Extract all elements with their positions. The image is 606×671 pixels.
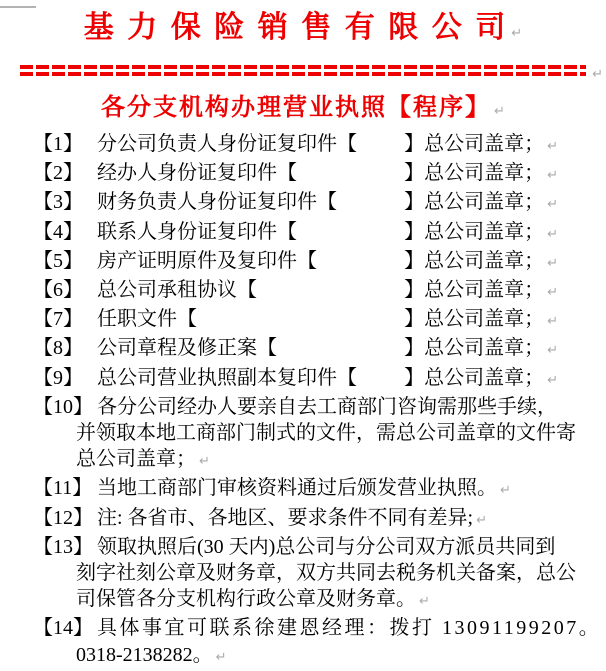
paragraph-mark-icon: ↵ bbox=[500, 483, 511, 499]
list-item-14 bbox=[33, 615, 602, 641]
procedure-list bbox=[0, 131, 606, 671]
list-item-5 bbox=[33, 248, 588, 277]
screen-edge-artifact bbox=[0, 6, 36, 8]
paragraph-mark-icon: ↵ bbox=[494, 104, 505, 119]
item-text: 总公司承租协议【 bbox=[97, 279, 257, 302]
list-item-13 bbox=[33, 534, 588, 560]
paragraph-mark-icon: ↵ bbox=[199, 454, 210, 470]
list-item-14-cont bbox=[33, 642, 588, 671]
list-item-7 bbox=[33, 306, 588, 335]
paragraph-mark-icon: ↵ bbox=[547, 139, 558, 154]
section-heading: 各分支机构办理营业执照【程序】 bbox=[101, 95, 492, 121]
item-text: 总公司营业执照副本复印件【 bbox=[97, 366, 357, 389]
item-marker: 【4】 bbox=[33, 220, 83, 243]
item-text: 经办人身份证复印件【 bbox=[97, 162, 297, 185]
item-marker: 【6】 bbox=[33, 279, 83, 302]
paragraph-mark-icon: ↵ bbox=[547, 372, 558, 388]
list-item-4 bbox=[33, 219, 588, 248]
item-marker: 【13】 bbox=[33, 535, 93, 558]
list-item-12 bbox=[33, 505, 588, 534]
list-item-10 bbox=[33, 394, 588, 420]
item-tail: 】总公司盖章； bbox=[404, 191, 545, 214]
paragraph-mark-icon: ↵ bbox=[547, 343, 558, 359]
item-marker: 【3】 bbox=[33, 191, 83, 214]
item-tail: 】总公司盖章； bbox=[404, 162, 545, 185]
item-tail: 】总公司盖章； bbox=[404, 308, 545, 331]
item-text: 刻字社刻公章及财务章，双方共同去税务机关备案，总公 bbox=[76, 562, 576, 585]
list-item-13-cont bbox=[33, 560, 588, 586]
item-marker: 【14】 bbox=[33, 617, 93, 640]
item-text: 领取执照后(30 天内)总公司与分公司双方派员共同到 bbox=[97, 535, 556, 558]
paragraph-mark-icon: ↵ bbox=[592, 67, 603, 82]
list-item-13-cont bbox=[33, 586, 588, 615]
list-item-6 bbox=[33, 277, 588, 306]
item-text: 联系人身份证复印件【 bbox=[97, 220, 297, 243]
item-marker: 【1】 bbox=[33, 133, 83, 155]
item-text: 具体事宜可联系徐建恩经理：拨打 13091199207。 bbox=[97, 617, 602, 640]
paragraph-mark-icon: ↵ bbox=[547, 285, 558, 301]
double-line-divider bbox=[20, 64, 603, 82]
paragraph-mark-icon: ↵ bbox=[547, 168, 558, 184]
paragraph-mark-icon: ↵ bbox=[215, 649, 227, 665]
item-marker: 【5】 bbox=[33, 249, 83, 272]
list-item-10-cont bbox=[33, 446, 588, 475]
item-text: 分公司负责人身份证复印件【 bbox=[97, 133, 357, 155]
item-text: 并领取本地工商部门制式的文件，需总公司盖章的文件寄 bbox=[76, 422, 576, 445]
item-text: 任职文件【 bbox=[97, 308, 197, 331]
item-tail: 】总公司盖章； bbox=[404, 220, 545, 243]
paragraph-mark-icon: ↵ bbox=[547, 314, 558, 330]
item-marker: 【7】 bbox=[33, 308, 83, 331]
item-marker: 【2】 bbox=[33, 162, 83, 185]
paragraph-mark-icon: ↵ bbox=[419, 594, 430, 610]
item-text: 总公司盖章； bbox=[76, 448, 196, 471]
list-item-10-cont bbox=[33, 420, 588, 446]
paragraph-mark-icon: ↵ bbox=[511, 26, 523, 41]
item-tail: 】总公司盖章； bbox=[404, 279, 545, 302]
item-text: 各分公司经办人要亲自去工商部门咨询需那些手续， bbox=[97, 395, 557, 418]
item-text: 注: 各省市、各地区、要求条件不同有差异; bbox=[97, 506, 474, 529]
list-item-3 bbox=[33, 189, 588, 218]
list-item-9 bbox=[33, 365, 588, 394]
item-marker: 【9】 bbox=[33, 366, 83, 389]
item-marker: 【11】 bbox=[33, 477, 93, 500]
item-tail: 】总公司盖章； bbox=[404, 337, 545, 360]
item-text: 财务负责人身份证复印件【 bbox=[97, 191, 337, 214]
item-text: 公司章程及修正案【 bbox=[97, 337, 277, 360]
list-item-1 bbox=[33, 131, 588, 160]
paragraph-mark-icon: ↵ bbox=[547, 226, 558, 242]
item-marker: 【10】 bbox=[33, 395, 93, 418]
list-item-11 bbox=[33, 475, 588, 504]
item-text: 司保管各分支机构行政公章及财务章。 bbox=[76, 588, 416, 611]
item-tail: 】总公司盖章； bbox=[404, 366, 545, 389]
company-title: 基 力 保 险 销 售 有 限 公 司 bbox=[83, 11, 509, 44]
section-heading-line bbox=[0, 93, 606, 127]
list-item-2 bbox=[33, 160, 588, 189]
item-text: 0318-2138282。 bbox=[76, 643, 213, 666]
item-marker: 【8】 bbox=[33, 337, 83, 360]
item-text: 房产证明原件及复印件【 bbox=[97, 249, 317, 272]
list-item-8 bbox=[33, 335, 588, 364]
item-tail: 】总公司盖章； bbox=[404, 133, 545, 155]
paragraph-mark-icon: ↵ bbox=[547, 255, 558, 271]
company-title-line bbox=[0, 6, 606, 56]
item-marker: 【12】 bbox=[33, 506, 93, 529]
paragraph-mark-icon: ↵ bbox=[476, 512, 488, 528]
item-tail: 】总公司盖章； bbox=[404, 249, 545, 272]
item-text: 当地工商部门审核资料通过后颁发营业执照。 bbox=[97, 477, 497, 500]
paragraph-mark-icon: ↵ bbox=[547, 197, 558, 213]
